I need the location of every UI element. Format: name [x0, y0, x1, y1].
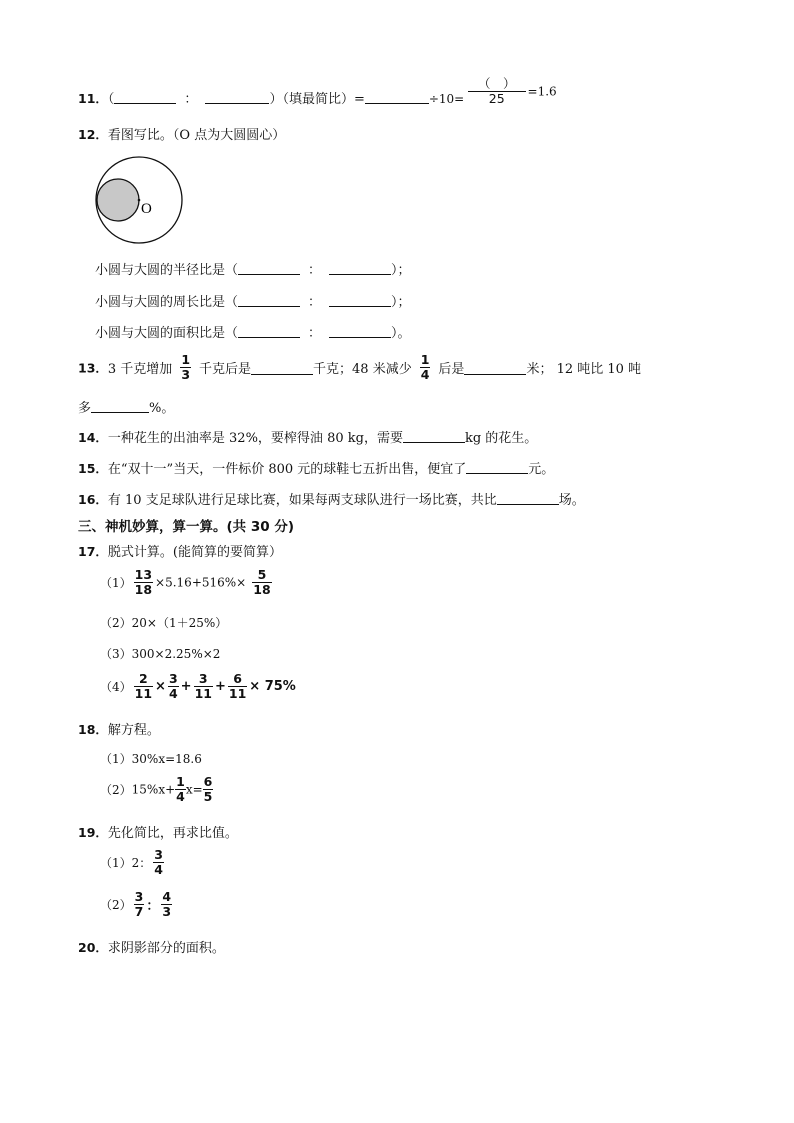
q17-item-4: （4） $\frac{2}{11}$ × $\frac{3}{4}$ + $\frac{3}{11}$ + $\frac{6}{11}$ × 75%	[100, 671, 296, 701]
answer-blank[interactable]	[329, 261, 391, 275]
answer-blank[interactable]	[329, 293, 391, 307]
question-text: 看图写比。（O 点为大圆圆心）	[107, 128, 286, 143]
answer-blank[interactable]	[91, 399, 149, 413]
fraction: $\frac{1}{4}$	[176, 774, 185, 804]
section-heading: 三、神机妙算，算一算。(共 30 分)	[78, 519, 295, 535]
answer-blank[interactable]	[238, 293, 300, 307]
fraction: $\frac{3}{11}$	[194, 671, 212, 701]
question-number: 12．	[78, 127, 108, 142]
question-11: 11．（ ： ）（填最简比）= ÷10=	[78, 91, 465, 107]
question-number: 13．	[78, 360, 108, 376]
answer-blank[interactable]	[497, 491, 559, 505]
question-number: 16．	[78, 492, 108, 507]
fraction: $\frac{13}{18}$	[134, 567, 153, 597]
question-13-cont: 多 %。	[78, 401, 175, 416]
fraction: $\frac{1}{3}$	[181, 352, 191, 382]
q18-item-2: （2）15%x+ $\frac{1}{4}$ x= $\frac{6}{5}$	[100, 774, 213, 804]
ratio-line-circumference: 小圆与大圆的周长比是（ ： ）；	[95, 295, 411, 310]
ratio-line-radius: 小圆与大圆的半径比是（ ： ）；	[95, 263, 411, 278]
circles-figure	[93, 150, 193, 250]
fraction-blank-over-25: $\frac{( )}{25}$ =1.6	[466, 77, 557, 106]
answer-blank[interactable]	[466, 460, 528, 474]
question-15: 15．在“双十一”当天，一件标价 800 元的球鞋七五折出售，便宜了 元。	[78, 461, 555, 477]
small-circle-shaded	[97, 179, 139, 221]
answer-blank[interactable]	[403, 429, 465, 443]
question-number: 11．	[78, 91, 108, 106]
fraction: $\frac{6}{5}$	[203, 774, 213, 804]
question-19	[78, 822, 238, 841]
fraction: $\frac{1}{4}$	[420, 352, 430, 382]
question-12	[78, 124, 285, 143]
fraction: $\frac{5}{18}$	[253, 567, 271, 597]
question-text: 解方程。	[107, 723, 160, 738]
question-text: 脱式计算。(能简算的要简算）	[107, 545, 282, 560]
answer-blank[interactable]	[464, 361, 526, 375]
question-17	[78, 541, 282, 560]
q17-item-2: （2）20×（1＋25%）	[100, 616, 228, 630]
question-text: 先化简比，再求比值。	[107, 826, 238, 841]
question-number: 18．	[78, 722, 108, 737]
question-18	[78, 719, 160, 738]
answer-blank[interactable]	[329, 324, 391, 338]
fraction: $\frac{2}{11}$	[134, 671, 153, 701]
ratio-line-area: 小圆与大圆的面积比是（ ： ）。	[95, 326, 411, 341]
answer-blank[interactable]	[251, 361, 313, 375]
answer-blank[interactable]	[365, 90, 429, 104]
fraction: $\frac{3}{7}$	[134, 889, 144, 919]
fraction: $\frac{3}{4}$	[154, 847, 163, 877]
question-number: 20．	[78, 940, 108, 955]
question-16: 16．有 10 支足球队进行足球比赛，如果每两支球队进行一场比赛，共比 场。	[78, 492, 585, 508]
answer-blank[interactable]	[114, 90, 176, 104]
question-number: 15．	[78, 461, 108, 476]
question-text: 求阴影部分的面积。	[107, 941, 225, 956]
answer-blank[interactable]	[205, 90, 269, 104]
question-number: 17．	[78, 544, 108, 559]
question-20	[78, 937, 225, 956]
q18-item-1: （1）30%x=18.6	[100, 752, 202, 766]
answer-blank[interactable]	[238, 324, 300, 338]
q19-item-2: （2） $\frac{3}{7}$ ： $\frac{4}{3}$	[100, 889, 172, 919]
question-13: 13．3 千克增加 $\frac{1}{3}$ 千克后是 千克；48 米减少 $\frac{1}{4}$ 后是 米； 12 吨比 10 吨	[78, 352, 642, 382]
question-number: 14．	[78, 430, 108, 445]
question-14: 14．一种花生的出油率是 32%，要榨得油 80 kg，需要 kg 的花生。	[78, 430, 538, 446]
fraction: $\frac{3}{4}$	[168, 671, 178, 701]
center-label: O	[141, 201, 152, 217]
center-point	[138, 199, 141, 202]
q17-item-1: （1） $\frac{13}{18}$ ×5.16+516%× $\frac{5}{18}$	[100, 567, 271, 597]
answer-blank[interactable]	[238, 261, 300, 275]
q19-item-1: （1）2： $\frac{3}{4}$	[100, 847, 163, 877]
fraction: $\frac{6}{11}$	[228, 671, 247, 701]
question-number: 19．	[78, 825, 108, 840]
fraction: $\frac{4}{3}$	[162, 889, 172, 919]
q17-item-3: （3）300×2.25%×2	[100, 647, 221, 661]
